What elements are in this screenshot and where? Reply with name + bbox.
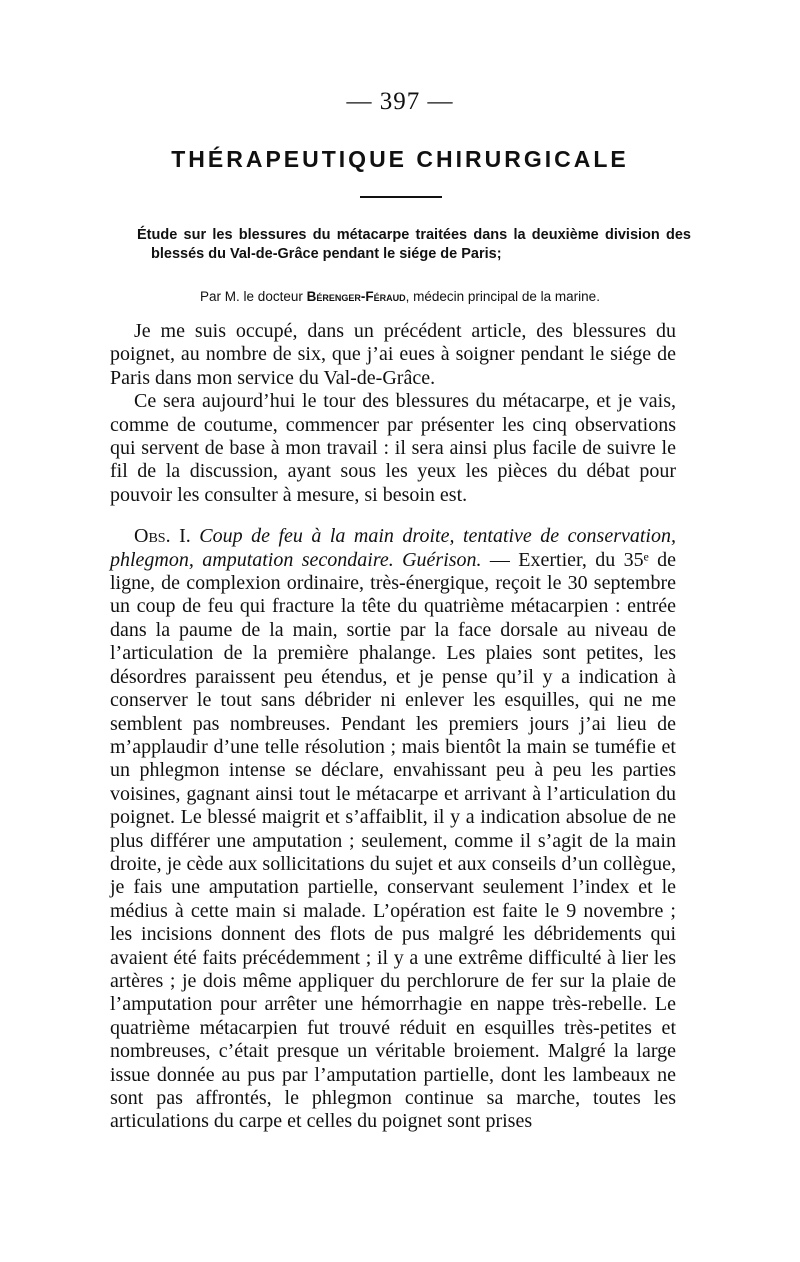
byline-prefix: Par M. le docteur (200, 289, 307, 304)
section-title: THÉRAPEUTIQUE CHIRURGICALE (171, 146, 629, 172)
observation-label: Obs. I. (134, 525, 191, 548)
byline-suffix: , médecin principal de la marine. (405, 289, 600, 304)
title-divider (360, 196, 442, 198)
observation-1 (110, 525, 676, 1134)
observation-text: — Exertier, du 35ᵉ de ligne, de complexion ordinaire, très-énergique, reçoit le 30 septembre un coup de feu qui fracture la tête du quatrième métacarpien : entrée dans la paume de la main, sortie par la face dorsale au niveau de l’articulation de la première phalange. Les plaies sont petites, les désordres paraissent peu étendus, et je pense qu’il y a indication à conserver le tout sans débrider ni enlever les esquilles, qui ne me semblent pas nombreuses. Pendant les premiers jours j’ai lieu de m’applaudir d’une telle résolution ; mais bientôt la main se tuméfie et un phlegmon intense se déclare, envahissant peu à peu les parties voisines, gagnant ainsi tout le métacarpe et arrivant à l’articulation du poignet. Le blessé maigrit et s’affaiblit, il y a indication absolue de ne plus différer une amputation ; seulement, comme il s’agit de la main droite, je cède aux sollicitations du sujet et aux conseils d’un collègue, je fais une amputation partielle, conservant seulement l’index et le médius à cette main si malade. L’opération est faite le 9 novembre ; les incisions donnent des flots de pus malgré les débridements qui avaient été faits précédemment ; il y a une extrême difficulté à lier les artères ; je dois même appliquer du perchlorure de fer sur la plaie de l’amputation pour arrêter une hémorrhagie en nappe très-rebelle. Le quatrième métacarpien fut trouvé réduit en esquilles très-petites et nombreuses, c’était presque un véritable broiement. Malgré la large issue donnée au pus par l’amputation partielle, dont les lambeaux ne sont pas affrontés, le phlegmon continue sa marche, toutes les articulations du carpe et celles du poignet sont prises (110, 548, 676, 1133)
paragraph-plan: Ce sera aujourd’hui le tour des blessures du métacarpe, et je vais, comme de coutume, commencer par présenter les cinq observations qui servent de base à mon travail : il sera ainsi plus facile de suivre le fil de la discussion, ayant sous les yeux les pièces du débat pour pouvoir les consulter à mesure, si besoin est. (110, 390, 676, 506)
article-title: Étude sur les blessures du métacarpe traitées dans la deuxième division des blessés du Val-de-Grâce pendant le siége de Paris; (137, 227, 691, 262)
paragraph-intro: Je me suis occupé, dans un précédent article, des blessures du poignet, au nombre de six, que j’ai eues à soigner pendant le siége de Paris dans mon service du Val-de-Grâce. (110, 320, 676, 389)
page-number: — 397 — (346, 88, 454, 115)
article-body (110, 320, 676, 1134)
observation-title: Coup de feu à la main droite, tentative de conservation, phlegmon, amputation secondaire. Guérison. (110, 525, 676, 571)
byline (0, 289, 800, 304)
author-name: Bérenger-Féraud (306, 289, 406, 304)
